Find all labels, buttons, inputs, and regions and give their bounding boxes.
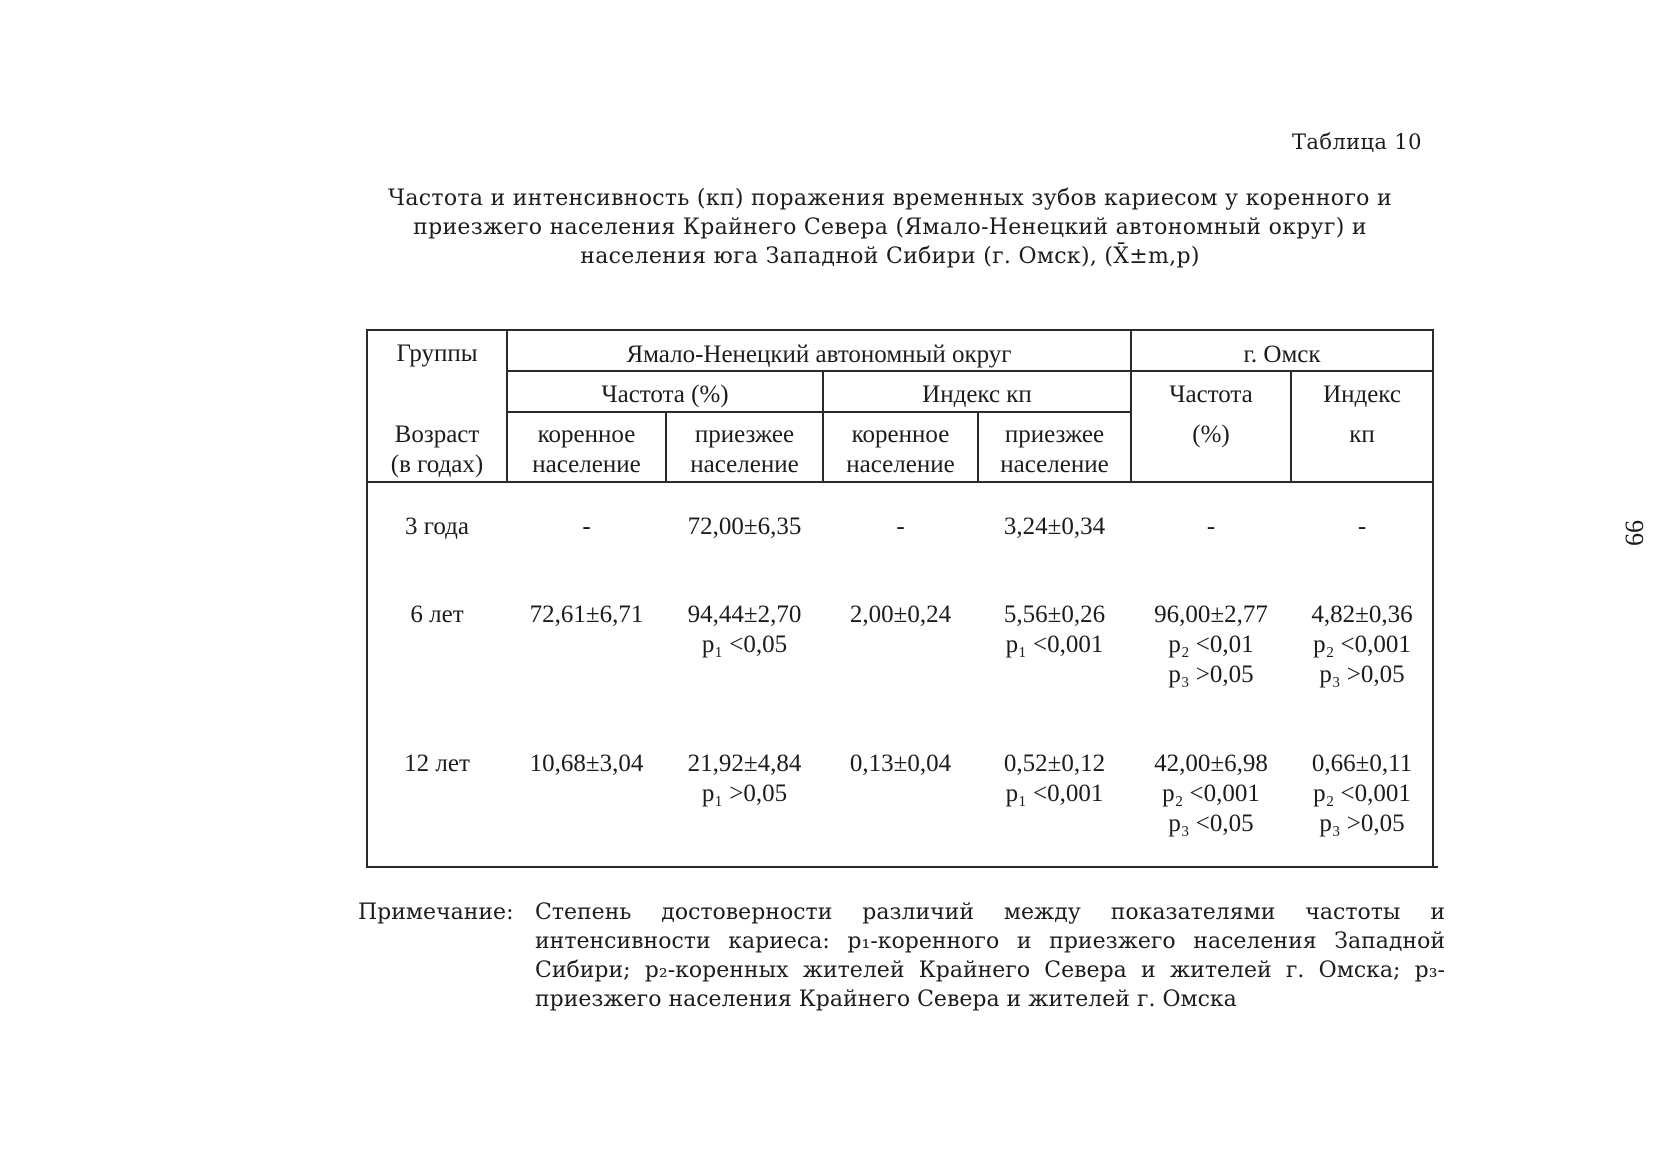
header-native-index (824, 420, 977, 480)
table-cell: - (1206, 513, 1216, 540)
header-native-index-line1: коренное (851, 421, 950, 448)
header-newcomer-freq (667, 420, 822, 480)
table-cell: 4,82±0,36 p₂ <0,001 p₃ >0,05 (1311, 601, 1413, 688)
table-cell: 5,56±0,26 p₁ <0,001 (1003, 601, 1106, 658)
table-cell: - (582, 513, 591, 540)
note-text: Степень достоверности различий между показателями частоты и интенсивности кариеса: p₁-коренного и приезжего населения Западной Сибири; p₂-коренных жителей Крайнего Севера и жителей г. Омска; p₃-приезжего населения Крайнего Севера и жителей г. Омска (535, 900, 1445, 1012)
header-omsk-index-line2: кп (1349, 421, 1375, 448)
table-border-left (366, 329, 368, 868)
header-newcomer-index-line1: приезжее (1004, 421, 1105, 448)
header-groups: Группы (396, 340, 478, 367)
table-cell: 0,52±0,12 p₁ <0,001 (1003, 750, 1106, 807)
title-line-2: приезжего населения Крайнего Севера (Ямало-Ненецкий автономный округ) и (413, 215, 1367, 240)
header-region-yamal: Ямало-Ненецкий автономный округ (626, 341, 1012, 368)
table-cell: - (896, 513, 905, 540)
table-cell: 3,24±0,34 (1003, 513, 1106, 540)
header-frequency: Частота (%) (601, 381, 729, 408)
table-cell: 10,68±3,04 (529, 750, 644, 777)
header-age-line2: (в годах) (390, 451, 484, 478)
table-cell: - (1357, 513, 1367, 540)
table-cell: 2,00±0,24 (849, 601, 952, 628)
header-newcomer-freq-line1: приезжее (694, 421, 795, 448)
header-row1-line (506, 370, 1434, 372)
header-age-line1: Возраст (394, 421, 480, 448)
table-cell: 42,00±6,98 p₂ <0,001 p₃ <0,05 (1154, 750, 1268, 837)
table-cell: 72,00±6,35 (687, 513, 802, 540)
header-omsk-index (1292, 380, 1432, 450)
table-border-bottom (366, 866, 1438, 868)
table-cell: 21,92±4,84 p₁ >0,05 (687, 750, 802, 807)
row-age: 12 лет (404, 750, 470, 777)
header-newcomer-freq-line2: население (690, 451, 799, 478)
header-omsk-frequency-line2: (%) (1192, 421, 1230, 448)
table-border-top (366, 329, 1434, 331)
table-title (340, 184, 1440, 271)
row-age: 6 лет (410, 601, 464, 628)
header-native-freq (508, 420, 665, 480)
header-native-freq-line1: коренное (537, 421, 636, 448)
row-age: 3 года (405, 513, 469, 540)
table-label: Таблица 10 (1292, 130, 1422, 154)
table-border-right (1432, 329, 1434, 868)
header-omsk-index-line1: Индекс (1323, 381, 1401, 408)
table-cell: 0,13±0,04 (849, 750, 952, 777)
header-omsk-frequency (1132, 380, 1290, 450)
table-cell: 94,44±2,70 p₁ <0,05 (687, 601, 802, 658)
header-native-freq-line2: население (532, 451, 641, 478)
table-cell: 96,00±2,77 p₂ <0,01 p₃ >0,05 (1154, 601, 1268, 688)
table-cell: 0,66±0,11 p₂ <0,001 p₃ >0,05 (1311, 750, 1413, 837)
title-line-1: Частота и интенсивность (кп) поражения временных зубов кариесом у коренного и (388, 186, 1392, 211)
header-newcomer-index-line2: население (1000, 451, 1109, 478)
header-index: Индекс кп (922, 381, 1032, 408)
header-age (368, 420, 506, 480)
header-omsk-frequency-line1: Частота (1169, 381, 1253, 408)
page-number: 66 (1620, 520, 1649, 546)
title-line-3: населения юга Западной Сибири (г. Омск), (X̄±m,p) (580, 244, 1200, 269)
table-cell: 72,61±6,71 (529, 601, 644, 628)
header-region-omsk: г. Омск (1243, 341, 1321, 368)
header-separator (366, 481, 1434, 483)
header-row2-line (506, 411, 1130, 413)
note-label: Примечание: (358, 900, 514, 925)
header-native-index-line2: население (846, 451, 955, 478)
header-newcomer-index (979, 420, 1130, 480)
